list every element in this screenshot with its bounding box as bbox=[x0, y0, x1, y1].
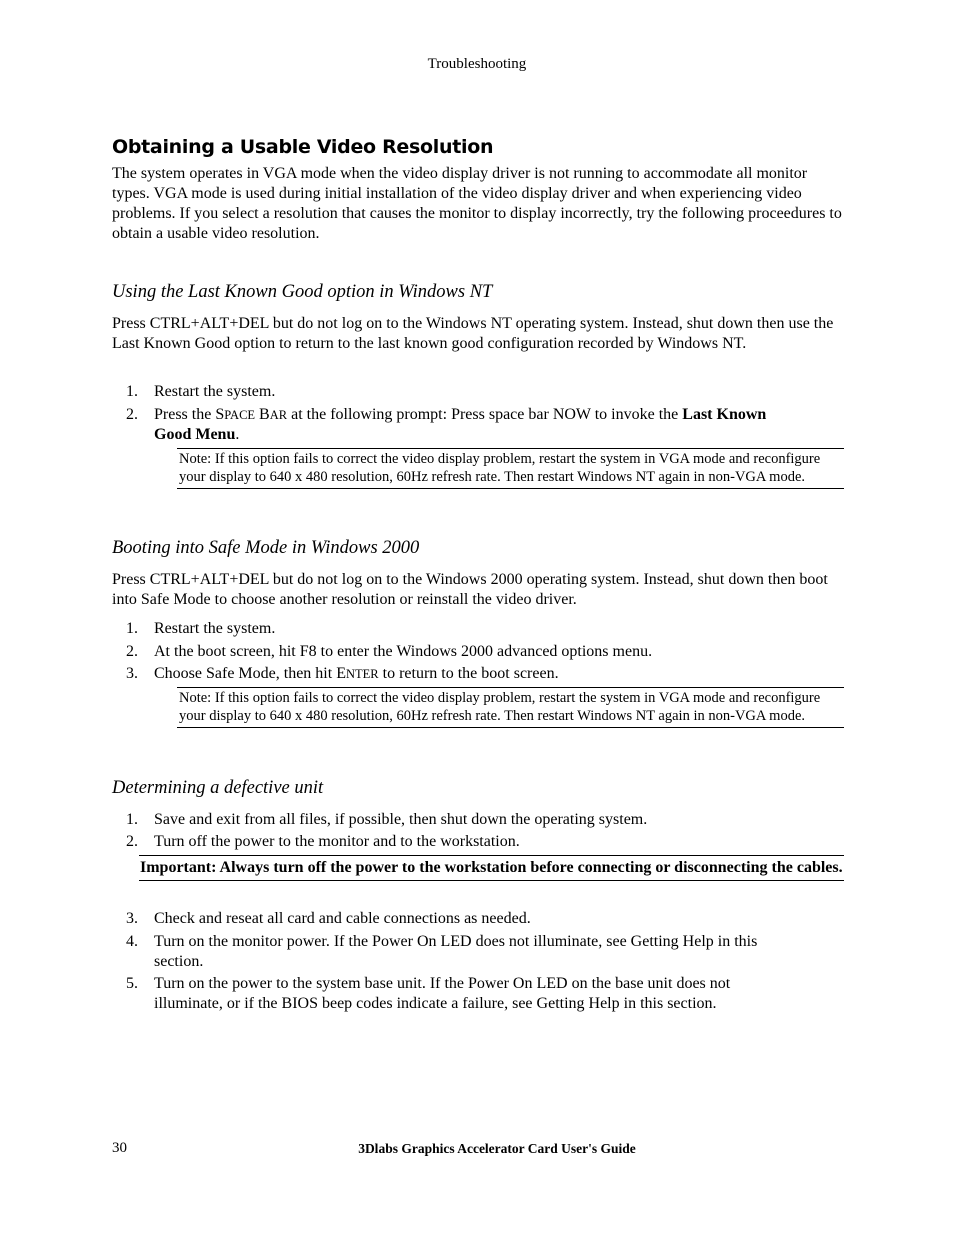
list-text: Turn off the power to the monitor and to the workstation. bbox=[154, 833, 520, 850]
list-text: Save and exit from all files, if possible, then shut down the operating system. bbox=[154, 811, 648, 828]
note-box: Note: If this option fails to correct the video display problem, restart the system in VGA mode and reconfigure your display to 640 x 480 resolution, 60Hz refresh rate. Then restart Windows NT again in non-VGA mode. bbox=[177, 448, 844, 489]
list-item bbox=[126, 932, 786, 972]
list-item bbox=[126, 909, 816, 929]
list-text: Choose Safe Mode, then hit ENTER to return to the boot screen. bbox=[154, 665, 559, 682]
list-item bbox=[126, 810, 816, 830]
list-text: Restart the system. bbox=[154, 383, 276, 400]
list-number: 3. bbox=[126, 665, 138, 682]
list-text: Turn on the monitor power. If the Power On LED does not illuminate, see Getting Help in this section. bbox=[154, 933, 758, 970]
list-number: 2. bbox=[126, 406, 138, 423]
running-header: Troubleshooting bbox=[427, 56, 527, 72]
intro-paragraph: The system operates in VGA mode when the video display driver is not running to accommodate all monitor types. VGA mode is used during initial installation of the video display driver and when experiencing video problems. If you select a resolution that causes the monitor to display incorrectly, try the following proceedures to obtain a usable video resolution. bbox=[112, 165, 842, 242]
list-number: 1. bbox=[126, 383, 138, 400]
list-text: Turn on the power to the system base unit. If the Power On LED on the base unit does not illuminate, or if the BIOS beep codes indicate a failure, see Getting Help in this section. bbox=[154, 975, 731, 1012]
list-item bbox=[126, 642, 816, 662]
section-heading: Obtaining a Usable Video Resolution bbox=[112, 136, 494, 158]
subheading-last-known-good: Using the Last Known Good option in Windows NT bbox=[112, 282, 493, 302]
list-number: 5. bbox=[126, 975, 138, 992]
list-number: 1. bbox=[126, 620, 138, 637]
list-item bbox=[126, 382, 816, 402]
list-text: Restart the system. bbox=[154, 620, 276, 637]
note-box: Note: If this option fails to correct the video display problem, restart the system in VGA mode and reconfigure your display to 640 x 480 resolution, 60Hz refresh rate. Then restart Windows NT again in non-VGA mode. bbox=[177, 687, 844, 728]
page-number: 30 bbox=[112, 1140, 127, 1156]
list-item bbox=[126, 832, 816, 852]
list-item bbox=[126, 664, 816, 684]
safe-mode-paragraph: Press CTRL+ALT+DEL but do not log on to the Windows 2000 operating system. Instead, shut down then boot into Safe Mode to choose another resolution or reinstall the video driver. bbox=[112, 571, 828, 608]
list-text: Press the SPACE BAR at the following prompt: Press space bar NOW to invoke the Last Known Good Menu. bbox=[154, 406, 767, 443]
list-text: At the boot screen, hit F8 to enter the Windows 2000 advanced options menu. bbox=[154, 643, 653, 660]
list-number: 3. bbox=[126, 910, 138, 927]
nt-paragraph: Press CTRL+ALT+DEL but do not log on to the Windows NT operating system. Instead, shut down then use the Last Known Good option to return to the last known good configuration recorded by Windows NT. bbox=[112, 315, 834, 352]
subheading-defective-unit: Determining a defective unit bbox=[112, 778, 324, 798]
important-box: Important: Always turn off the power to the workstation before connecting or disconnecting the cables. bbox=[139, 855, 844, 881]
subheading-safe-mode: Booting into Safe Mode in Windows 2000 bbox=[112, 538, 420, 558]
list-number: 1. bbox=[126, 811, 138, 828]
list-item bbox=[126, 974, 786, 1014]
list-number: 4. bbox=[126, 933, 138, 950]
menu-name: Last Known Good Menu bbox=[154, 406, 767, 443]
list-item bbox=[126, 405, 786, 445]
footer-title: 3Dlabs Graphics Accelerator Card User's Guide bbox=[358, 1141, 636, 1156]
list-text: Check and reseat all card and cable connections as needed. bbox=[154, 910, 531, 927]
list-item bbox=[126, 619, 816, 639]
list-number: 2. bbox=[126, 643, 138, 660]
list-number: 2. bbox=[126, 833, 138, 850]
